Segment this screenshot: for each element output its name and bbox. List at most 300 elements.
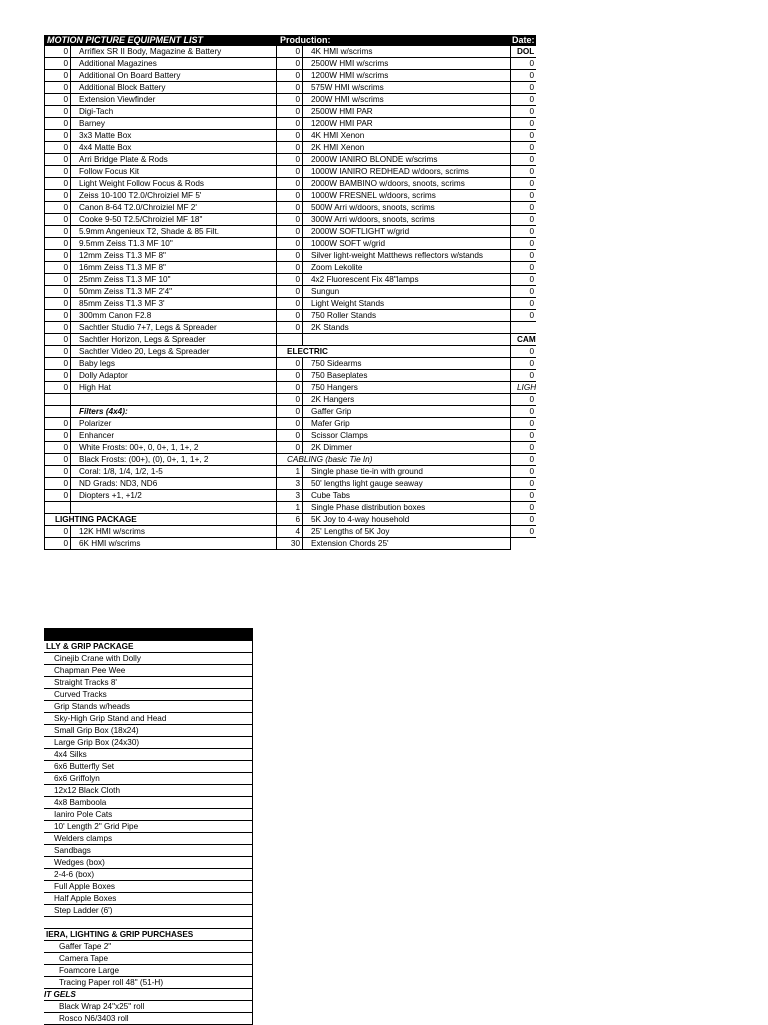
table-row bbox=[44, 406, 277, 418]
item-label: 4x8 Bamboola bbox=[54, 798, 107, 807]
quantity-cell: 0 bbox=[277, 46, 303, 57]
table-row bbox=[510, 394, 536, 406]
table-row bbox=[510, 430, 536, 442]
item-label: Zeiss 10-100 T2.0/Chroiziel MF 5' bbox=[79, 191, 202, 200]
quantity-cell: 0 bbox=[277, 274, 303, 285]
table-row bbox=[510, 466, 536, 478]
quantity-cell: 0 bbox=[529, 167, 534, 176]
table-row bbox=[510, 118, 536, 130]
table-row bbox=[510, 478, 536, 490]
quantity-cell: 0 bbox=[277, 130, 303, 141]
item-label: 2500W HMI w/scrims bbox=[311, 59, 389, 68]
table-row bbox=[44, 82, 277, 94]
table-row bbox=[276, 178, 511, 190]
item-label: Sachtler Video 20, Legs & Spreader bbox=[79, 347, 210, 356]
item-label: Cube Tabs bbox=[311, 491, 350, 500]
quantity-cell: 0 bbox=[45, 442, 71, 453]
quantity-cell: 0 bbox=[45, 262, 71, 273]
quantity-cell: 0 bbox=[45, 166, 71, 177]
item-label: Additional Block Battery bbox=[79, 83, 166, 92]
table-row bbox=[44, 466, 277, 478]
table-row bbox=[510, 406, 536, 418]
quantity-cell: 0 bbox=[45, 418, 71, 429]
item-label: White Frosts: 00+, 0, 0+, 1, 1+, 2 bbox=[79, 443, 199, 452]
quantity-cell: 0 bbox=[277, 286, 303, 297]
item-label: Cinejib Crane with Dolly bbox=[54, 654, 141, 663]
table-row bbox=[510, 250, 536, 262]
item-label: 200W HMI w/scrims bbox=[311, 95, 384, 104]
table-row bbox=[510, 298, 536, 310]
item-label: 4K HMI w/scrims bbox=[311, 47, 373, 56]
item-label: Wedges (box) bbox=[54, 858, 105, 867]
table-row bbox=[276, 94, 511, 106]
item-label: 750 Baseplates bbox=[311, 371, 368, 380]
quantity-cell: 0 bbox=[277, 94, 303, 105]
quantity-cell: 0 bbox=[45, 454, 71, 465]
quantity-cell: 30 bbox=[277, 538, 303, 549]
table-row bbox=[276, 202, 511, 214]
quantity-cell: 0 bbox=[45, 346, 71, 357]
quantity-cell: 0 bbox=[529, 71, 534, 80]
item-label: 2K Stands bbox=[311, 323, 349, 332]
table-row bbox=[510, 58, 536, 70]
table-row bbox=[44, 490, 277, 502]
quantity-cell: 0 bbox=[45, 250, 71, 261]
table-row bbox=[510, 82, 536, 94]
item-label: 10' Length 2" Grid Pipe bbox=[54, 822, 139, 831]
quantity-cell: 0 bbox=[529, 155, 534, 164]
quantity-cell: 0 bbox=[45, 334, 71, 345]
item-label: ELECTRIC bbox=[287, 347, 328, 356]
table-row bbox=[44, 382, 277, 394]
table-row bbox=[510, 226, 536, 238]
table-row bbox=[276, 502, 511, 514]
table-row bbox=[44, 418, 277, 430]
item-label: Light Weight Stands bbox=[311, 299, 385, 308]
quantity-cell: 0 bbox=[529, 95, 534, 104]
item-label: 750 Hangers bbox=[311, 383, 358, 392]
table-row bbox=[44, 1013, 253, 1025]
item-label: ND Grads: ND3, ND6 bbox=[79, 479, 158, 488]
item-label: 1200W HMI w/scrims bbox=[311, 71, 389, 80]
table-row bbox=[44, 893, 253, 905]
quantity-cell: 0 bbox=[529, 287, 534, 296]
table-row bbox=[510, 214, 536, 226]
item-label: 85mm Zeiss T1.3 MF 3' bbox=[79, 299, 165, 308]
table-row bbox=[44, 989, 253, 1001]
table-row bbox=[44, 322, 277, 334]
table-row bbox=[276, 514, 511, 526]
quantity-cell: 0 bbox=[45, 274, 71, 285]
quantity-cell: 0 bbox=[45, 286, 71, 297]
table-row bbox=[276, 454, 511, 466]
table-row bbox=[44, 833, 253, 845]
item-label: 6x6 Butterfly Set bbox=[54, 762, 115, 771]
item-label: 5K Joy to 4-way household bbox=[311, 515, 410, 524]
quantity-cell: 0 bbox=[529, 359, 534, 368]
item-label: 4K HMI Xenon bbox=[311, 131, 365, 140]
grip-header-bar bbox=[44, 628, 253, 641]
item-label: 2000W SOFTLIGHT w/grid bbox=[311, 227, 410, 236]
column-dolly bbox=[510, 46, 536, 538]
item-label: Arri Bridge Plate & Rods bbox=[79, 155, 168, 164]
table-row bbox=[276, 214, 511, 226]
table-row bbox=[510, 142, 536, 154]
table-row bbox=[44, 238, 277, 250]
table-row bbox=[44, 118, 277, 130]
item-label: 300mm Canon F2.8 bbox=[79, 311, 152, 320]
table-row bbox=[44, 737, 253, 749]
quantity-cell: 0 bbox=[45, 106, 71, 117]
table-row bbox=[276, 490, 511, 502]
table-row bbox=[276, 394, 511, 406]
item-label: Light Weight Follow Focus & Rods bbox=[79, 179, 204, 188]
item-label: 4x4 Matte Box bbox=[79, 143, 132, 152]
table-row bbox=[276, 142, 511, 154]
table-row bbox=[44, 977, 253, 989]
item-label: Large Grip Box (24x30) bbox=[54, 738, 140, 747]
quantity-cell: 3 bbox=[277, 490, 303, 501]
table-row bbox=[44, 334, 277, 346]
quantity-cell: 0 bbox=[45, 178, 71, 189]
quantity-cell: 0 bbox=[277, 58, 303, 69]
item-label: Straight Tracks 8' bbox=[54, 678, 117, 687]
item-label: IT GELS bbox=[44, 990, 76, 999]
quantity-cell: LIGH bbox=[517, 383, 536, 392]
quantity-cell: 0 bbox=[277, 310, 303, 321]
quantity-cell: 0 bbox=[45, 310, 71, 321]
quantity-cell: 0 bbox=[529, 455, 534, 464]
table-row bbox=[276, 478, 511, 490]
quantity-cell: 0 bbox=[277, 370, 303, 381]
table-row bbox=[44, 797, 253, 809]
item-label: 50mm Zeiss T1.3 MF 2'4" bbox=[79, 287, 173, 296]
table-row bbox=[510, 514, 536, 526]
quantity-cell: 0 bbox=[277, 82, 303, 93]
quantity-cell: 0 bbox=[277, 238, 303, 249]
quantity-cell: 0 bbox=[529, 131, 534, 140]
item-label: Gaffer Grip bbox=[311, 407, 352, 416]
table-row bbox=[276, 58, 511, 70]
quantity-cell: 0 bbox=[529, 347, 534, 356]
quantity-cell bbox=[277, 334, 303, 345]
item-label: Scissor Clamps bbox=[311, 431, 368, 440]
item-label: Filters (4x4): bbox=[79, 407, 128, 416]
quantity-cell: 0 bbox=[529, 191, 534, 200]
item-label: Grip Stands w/heads bbox=[54, 702, 131, 711]
table-row bbox=[276, 334, 511, 346]
item-label: Digi-Tach bbox=[79, 107, 114, 116]
quantity-cell: 0 bbox=[529, 527, 534, 536]
item-label: 2K Hangers bbox=[311, 395, 355, 404]
quantity-cell: 0 bbox=[45, 466, 71, 477]
item-label: Extension Chords 25' bbox=[311, 539, 389, 548]
table-row bbox=[276, 130, 511, 142]
quantity-cell: 0 bbox=[277, 442, 303, 453]
quantity-cell: 0 bbox=[529, 503, 534, 512]
quantity-cell: 0 bbox=[45, 58, 71, 69]
quantity-cell: 0 bbox=[529, 227, 534, 236]
table-row bbox=[276, 466, 511, 478]
item-label: Camera Tape bbox=[59, 954, 108, 963]
quantity-cell: 0 bbox=[277, 322, 303, 333]
table-row bbox=[276, 106, 511, 118]
table-row bbox=[44, 538, 277, 550]
quantity-cell: 6 bbox=[277, 514, 303, 525]
item-label: Baby legs bbox=[79, 359, 115, 368]
item-label: Sandbags bbox=[54, 846, 91, 855]
quantity-cell: 0 bbox=[277, 190, 303, 201]
item-label: Full Apple Boxes bbox=[54, 882, 115, 891]
table-row bbox=[510, 526, 536, 538]
quantity-cell: 0 bbox=[45, 490, 71, 501]
quantity-cell: 0 bbox=[529, 119, 534, 128]
quantity-cell: 0 bbox=[529, 491, 534, 500]
table-row bbox=[276, 358, 511, 370]
table-row bbox=[44, 689, 253, 701]
quantity-cell: 0 bbox=[45, 238, 71, 249]
quantity-cell: 0 bbox=[529, 407, 534, 416]
quantity-cell: 0 bbox=[529, 107, 534, 116]
table-row bbox=[276, 154, 511, 166]
table-row bbox=[276, 226, 511, 238]
quantity-cell: 0 bbox=[277, 118, 303, 129]
item-label: 12x12 Black Cloth bbox=[54, 786, 120, 795]
quantity-cell: 0 bbox=[45, 202, 71, 213]
table-row bbox=[510, 382, 536, 394]
quantity-cell bbox=[45, 406, 71, 417]
quantity-cell: 3 bbox=[277, 478, 303, 489]
table-row bbox=[44, 142, 277, 154]
item-label: 500W Arri w/doors, snoots, scrims bbox=[311, 203, 435, 212]
item-label: 1200W HMI PAR bbox=[311, 119, 373, 128]
table-row bbox=[276, 82, 511, 94]
item-label: 12K HMI w/scrims bbox=[79, 527, 145, 536]
quantity-cell: 0 bbox=[529, 515, 534, 524]
table-row bbox=[44, 274, 277, 286]
quantity-cell: 0 bbox=[529, 239, 534, 248]
column-lighting bbox=[276, 46, 511, 550]
item-label: Polarizer bbox=[79, 419, 112, 428]
quantity-cell: 0 bbox=[277, 418, 303, 429]
item-label: Dolly Adaptor bbox=[79, 371, 128, 380]
item-label: 300W Arri w/doors, snoots, scrims bbox=[311, 215, 435, 224]
table-row bbox=[510, 322, 536, 334]
quantity-cell: 0 bbox=[45, 142, 71, 153]
quantity-cell: 0 bbox=[45, 538, 71, 549]
table-row bbox=[44, 773, 253, 785]
table-row bbox=[44, 358, 277, 370]
table-row bbox=[44, 250, 277, 262]
quantity-cell: 0 bbox=[277, 106, 303, 117]
table-row bbox=[44, 46, 277, 58]
table-row bbox=[44, 713, 253, 725]
quantity-cell: 0 bbox=[45, 130, 71, 141]
quantity-cell: 0 bbox=[277, 358, 303, 369]
quantity-cell: CAM bbox=[517, 335, 536, 344]
table-row bbox=[510, 358, 536, 370]
table-row bbox=[44, 857, 253, 869]
item-label: Sungun bbox=[311, 287, 340, 296]
item-label: 25mm Zeiss T1.3 MF 10" bbox=[79, 275, 171, 284]
quantity-cell: 0 bbox=[45, 214, 71, 225]
table-row bbox=[276, 346, 511, 358]
table-row bbox=[276, 250, 511, 262]
table-row bbox=[510, 370, 536, 382]
item-label: Silver light-weight Matthews reflectors w/stands bbox=[311, 251, 484, 260]
item-label: Curved Tracks bbox=[54, 690, 107, 699]
quantity-cell: 0 bbox=[277, 142, 303, 153]
item-label: Black Wrap 24"x25" roll bbox=[59, 1002, 145, 1011]
item-label: 2K HMI Xenon bbox=[311, 143, 365, 152]
quantity-cell: 0 bbox=[529, 59, 534, 68]
table-row bbox=[44, 286, 277, 298]
item-label: Canon 8-64 T2.0/Chroiziel MF 2' bbox=[79, 203, 197, 212]
table-row bbox=[44, 154, 277, 166]
table-row bbox=[276, 262, 511, 274]
grip-package-table bbox=[44, 628, 253, 1025]
item-label: Follow Focus Kit bbox=[79, 167, 140, 176]
table-row bbox=[44, 929, 253, 941]
table-row bbox=[44, 514, 277, 526]
item-label: 25' Lengths of 5K Joy bbox=[311, 527, 390, 536]
quantity-cell: 0 bbox=[45, 322, 71, 333]
table-row bbox=[510, 310, 536, 322]
table-row bbox=[276, 286, 511, 298]
item-label: 6x6 Griffolyn bbox=[54, 774, 100, 783]
item-label: Foamcore Large bbox=[59, 966, 120, 975]
table-row bbox=[44, 941, 253, 953]
quantity-cell: 0 bbox=[45, 154, 71, 165]
quantity-cell: 0 bbox=[45, 430, 71, 441]
quantity-cell bbox=[45, 502, 71, 513]
table-row bbox=[44, 94, 277, 106]
item-label: Ianiro Pole Cats bbox=[54, 810, 113, 819]
quantity-cell: 0 bbox=[45, 82, 71, 93]
table-row bbox=[44, 1001, 253, 1013]
quantity-cell: 0 bbox=[45, 226, 71, 237]
item-label: Tracing Paper roll 48" (51-H) bbox=[59, 978, 164, 987]
item-label: Rosco N6/3403 roll bbox=[59, 1014, 129, 1023]
quantity-cell: DOL bbox=[517, 47, 535, 56]
quantity-cell: 0 bbox=[45, 94, 71, 105]
table-row bbox=[44, 214, 277, 226]
item-label: Enhancer bbox=[79, 431, 115, 440]
quantity-cell: 0 bbox=[277, 214, 303, 225]
column-camera bbox=[44, 46, 277, 550]
table-row bbox=[44, 310, 277, 322]
quantity-cell: 0 bbox=[277, 226, 303, 237]
item-label: 1000W IANIRO REDHEAD w/doors, scrims bbox=[311, 167, 469, 176]
quantity-cell: 0 bbox=[45, 190, 71, 201]
item-label: 16mm Zeiss T1.3 MF 8" bbox=[79, 263, 166, 272]
quantity-cell: 0 bbox=[277, 178, 303, 189]
table-row bbox=[44, 298, 277, 310]
item-label: 2000W BAMBINO w/doors, snoots, scrims bbox=[311, 179, 465, 188]
item-label: Welders clamps bbox=[54, 834, 113, 843]
item-label: 6K HMI w/scrims bbox=[79, 539, 141, 548]
table-row bbox=[44, 70, 277, 82]
table-row bbox=[44, 821, 253, 833]
table-row bbox=[510, 190, 536, 202]
table-row bbox=[44, 965, 253, 977]
table-row bbox=[276, 538, 511, 550]
quantity-cell: 0 bbox=[45, 382, 71, 393]
table-row bbox=[44, 394, 277, 406]
table-row bbox=[510, 286, 536, 298]
item-label: Diopters +1, +1/2 bbox=[79, 491, 142, 500]
table-row bbox=[44, 761, 253, 773]
table-row bbox=[44, 346, 277, 358]
quantity-cell: 0 bbox=[529, 419, 534, 428]
quantity-cell: 0 bbox=[529, 431, 534, 440]
table-row bbox=[44, 845, 253, 857]
quantity-cell: 0 bbox=[277, 166, 303, 177]
table-row bbox=[510, 442, 536, 454]
table-row bbox=[510, 106, 536, 118]
quantity-cell: 0 bbox=[529, 443, 534, 452]
table-row bbox=[510, 154, 536, 166]
quantity-cell: 0 bbox=[277, 262, 303, 273]
quantity-cell: 0 bbox=[45, 370, 71, 381]
quantity-cell: 0 bbox=[45, 478, 71, 489]
table-row bbox=[276, 418, 511, 430]
table-row bbox=[44, 430, 277, 442]
table-row bbox=[44, 953, 253, 965]
table-row bbox=[44, 442, 277, 454]
table-row bbox=[510, 238, 536, 250]
table-row bbox=[44, 917, 253, 929]
table-row bbox=[510, 178, 536, 190]
table-row bbox=[44, 262, 277, 274]
quantity-cell: 0 bbox=[277, 250, 303, 261]
item-label: 575W HMI w/scrims bbox=[311, 83, 384, 92]
quantity-cell: 0 bbox=[45, 46, 71, 57]
table-row bbox=[276, 310, 511, 322]
table-row bbox=[44, 370, 277, 382]
quantity-cell: 0 bbox=[277, 298, 303, 309]
item-label: High Hat bbox=[79, 383, 111, 392]
table-row bbox=[276, 190, 511, 202]
item-label: Gaffer Tape 2" bbox=[59, 942, 112, 951]
item-label: 2K Dimmer bbox=[311, 443, 352, 452]
quantity-cell: 0 bbox=[277, 430, 303, 441]
quantity-cell: 0 bbox=[529, 395, 534, 404]
item-label: Additional On Board Battery bbox=[79, 71, 181, 80]
table-row bbox=[44, 653, 253, 665]
table-row bbox=[44, 166, 277, 178]
quantity-cell: 0 bbox=[529, 203, 534, 212]
quantity-cell: 0 bbox=[529, 299, 534, 308]
item-label: Coral: 1/8, 1/4, 1/2, 1-5 bbox=[79, 467, 163, 476]
quantity-cell: 0 bbox=[529, 275, 534, 284]
quantity-cell: 0 bbox=[529, 251, 534, 260]
table-row bbox=[510, 166, 536, 178]
item-label: Extension Viewfinder bbox=[79, 95, 156, 104]
table-row bbox=[44, 905, 253, 917]
item-label: 2-4-6 (box) bbox=[54, 870, 95, 879]
table-row bbox=[44, 106, 277, 118]
table-row bbox=[44, 677, 253, 689]
table-row bbox=[44, 202, 277, 214]
item-label: 4x4 Silks bbox=[54, 750, 87, 759]
table-row bbox=[44, 130, 277, 142]
quantity-cell: 0 bbox=[529, 371, 534, 380]
table-row bbox=[44, 785, 253, 797]
table-row bbox=[276, 70, 511, 82]
quantity-cell: 0 bbox=[277, 382, 303, 393]
quantity-cell: 0 bbox=[277, 394, 303, 405]
